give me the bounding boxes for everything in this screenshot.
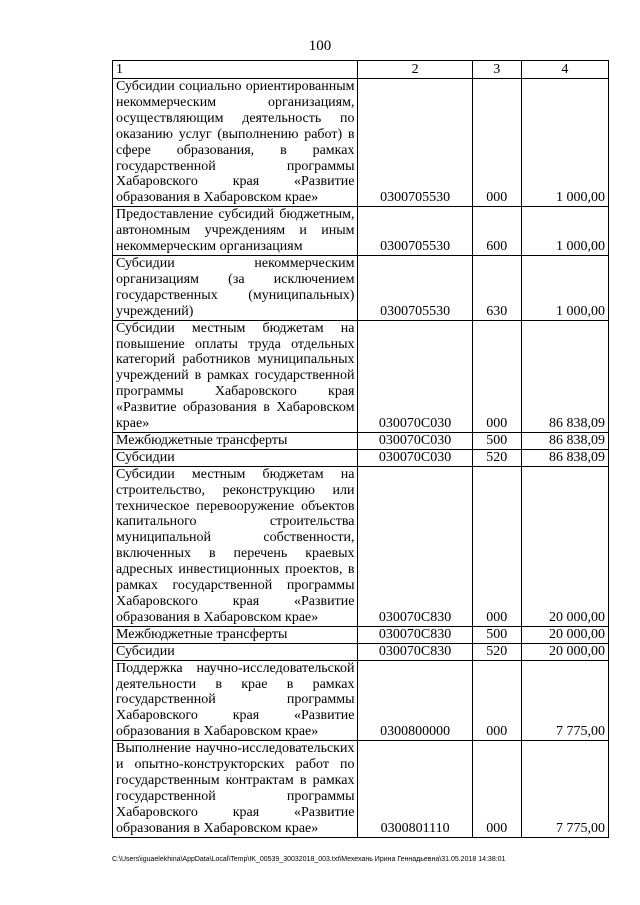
header-col-3: 3 <box>472 61 521 79</box>
row-type-cell: 520 <box>472 449 521 466</box>
table-row <box>113 741 609 837</box>
table-row <box>113 79 609 207</box>
row-type-cell: 520 <box>472 643 521 660</box>
row-name-cell: Субсидии социально ориентированным некоммерческим организациям, осуществляющим деятельность по оказанию услуг (выполнению работ) в сфере образования, в рамках государственной программы Хабаровского края «Развитие образования в Хабаровском крае» <box>113 79 358 207</box>
row-name-cell: Субсидии <box>113 449 358 466</box>
row-amount-cell: 7 775,00 <box>521 660 608 741</box>
row-code-cell: 0300800000 <box>358 660 472 741</box>
row-code-cell: 030070С030 <box>358 449 472 466</box>
row-amount-cell: 1 000,00 <box>521 207 608 256</box>
row-type-cell: 000 <box>472 660 521 741</box>
row-amount-cell: 20 000,00 <box>521 626 608 643</box>
file-path-footer: C:\Users\iguaelekhina\AppData\Local\Temp\IK_00539_30032018_003.txt\Мехехань Ирина Геннадьевна\31.05.2018 14:38:01 <box>112 856 506 863</box>
budget-table-body <box>113 61 609 838</box>
row-code-cell: 0300801110 <box>358 741 472 837</box>
row-amount-cell: 20 000,00 <box>521 466 608 626</box>
header-col-2: 2 <box>358 61 472 79</box>
row-code-cell: 030070С830 <box>358 643 472 660</box>
row-name-cell: Субсидии местным бюджетам на повышение оплаты труда отдельных категорий работников муниципальных учреждений в рамках государственной программы Хабаровского края «Развитие образования в Хабаровском крае» <box>113 320 358 432</box>
row-name-cell: Межбюджетные трансферты <box>113 626 358 643</box>
row-type-cell: 000 <box>472 741 521 837</box>
row-amount-cell: 1 000,00 <box>521 255 608 320</box>
row-code-cell: 030070С030 <box>358 320 472 432</box>
row-code-cell: 030070С830 <box>358 466 472 626</box>
row-code-cell: 0300705530 <box>358 79 472 207</box>
row-code-cell: 0300705530 <box>358 255 472 320</box>
header-col-4: 4 <box>521 61 608 79</box>
table-row <box>113 432 609 449</box>
row-amount-cell: 7 775,00 <box>521 741 608 837</box>
row-type-cell: 630 <box>472 255 521 320</box>
row-name-cell: Предоставление субсидий бюджетным, автономным учреждениям и иным некоммерческим организациям <box>113 207 358 256</box>
budget-table <box>112 60 609 838</box>
table-row <box>113 449 609 466</box>
row-type-cell: 500 <box>472 626 521 643</box>
row-name-cell: Субсидии некоммерческим организациям (за исключением государственных (муниципальных) учреждений) <box>113 255 358 320</box>
row-type-cell: 000 <box>472 79 521 207</box>
table-row <box>113 643 609 660</box>
row-name-cell: Субсидии местным бюджетам на строительство, реконструкцию или техническое перевооружение объектов капитального строительства муниципальной собственности, включенных в перечень краевых адресных инвестиционных проектов, в рамках государственной программы Хабаровского края «Развитие образования в Хабаровском крае» <box>113 466 358 626</box>
row-name-cell: Субсидии <box>113 643 358 660</box>
row-amount-cell: 86 838,09 <box>521 432 608 449</box>
row-type-cell: 500 <box>472 432 521 449</box>
table-row <box>113 660 609 741</box>
table-row <box>113 320 609 432</box>
row-type-cell: 000 <box>472 320 521 432</box>
row-name-cell: Межбюджетные трансферты <box>113 432 358 449</box>
row-amount-cell: 1 000,00 <box>521 79 608 207</box>
row-name-cell: Выполнение научно-исследовательских и опытно-конструкторских работ по государственным контрактам в рамках государственной программы Хабаровского края «Развитие образования в Хабаровском крае» <box>113 741 358 837</box>
row-code-cell: 030070С030 <box>358 432 472 449</box>
row-code-cell: 030070С830 <box>358 626 472 643</box>
row-amount-cell: 86 838,09 <box>521 449 608 466</box>
header-col-1: 1 <box>113 61 358 79</box>
table-row <box>113 626 609 643</box>
row-name-cell: Поддержка научно-исследовательской деятельности в крае в рамках государственной программы Хабаровского края «Развитие образования в Хабаровском крае» <box>113 660 358 741</box>
row-type-cell: 600 <box>472 207 521 256</box>
table-header-row <box>113 61 609 79</box>
row-code-cell: 0300705530 <box>358 207 472 256</box>
row-amount-cell: 20 000,00 <box>521 643 608 660</box>
row-amount-cell: 86 838,09 <box>521 320 608 432</box>
page-number: 100 <box>308 38 332 54</box>
table-row <box>113 255 609 320</box>
table-row <box>113 466 609 626</box>
row-type-cell: 000 <box>472 466 521 626</box>
table-row <box>113 207 609 256</box>
